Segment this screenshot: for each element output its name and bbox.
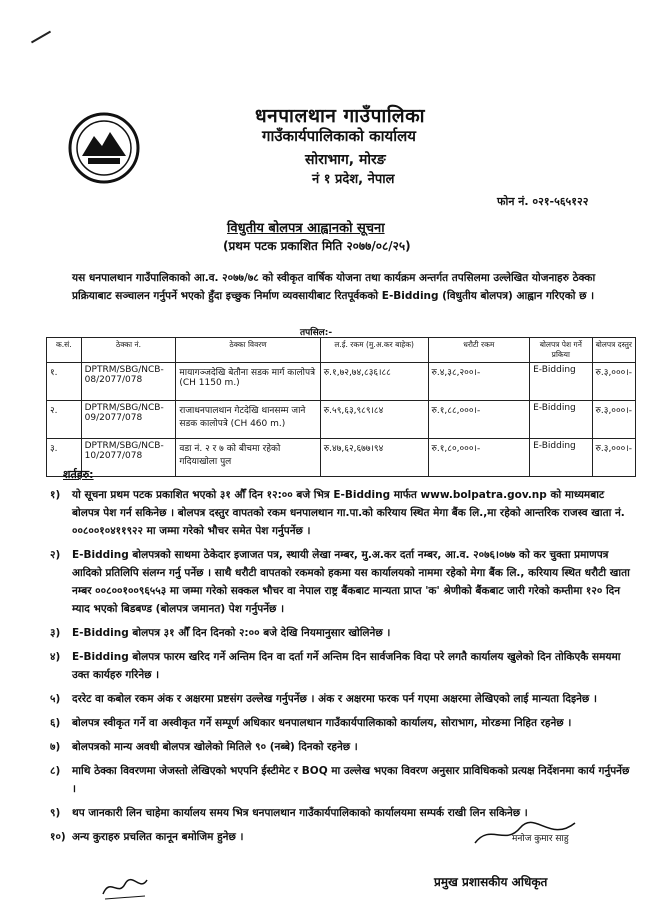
term-item bbox=[50, 738, 630, 756]
term-text: E-Bidding बोलपत्र ३१ औँ दिन दिनको २:०० बजे देखि नियमानुसार खोलिनेछ । bbox=[72, 627, 391, 639]
cell-contract-no: DPTRM/SBG/NCB-09/2077/078 bbox=[81, 401, 176, 439]
table-row bbox=[47, 439, 636, 477]
col-header: धरौटी रकम bbox=[428, 338, 530, 363]
term-number: १०) bbox=[50, 831, 66, 843]
term-item bbox=[50, 624, 630, 642]
term-number: २) bbox=[50, 549, 61, 561]
term-number: ३) bbox=[50, 627, 61, 639]
term-text: माथि ठेक्का विवरणमा जेजस्तो लेखिएको भएपनि ईस्टीमेट र BOQ मा उल्लेख भएका विवरण अनुसार प्राविधिकको प्रत्यक्ष निर्देशनमा कार्य गर्नुपर्नेछ । bbox=[72, 765, 630, 795]
col-header: बोलपत्र दस्तुर bbox=[592, 338, 635, 363]
office-location: सोराभाग, मोरङ bbox=[305, 152, 386, 168]
term-number: ७) bbox=[50, 741, 61, 753]
col-header: ठेक्का विवरण bbox=[176, 338, 320, 363]
cell-fee: रु.३,०००।- bbox=[592, 363, 635, 401]
cell-sn: १. bbox=[47, 363, 82, 401]
cell-process: E-Bidding bbox=[530, 401, 592, 439]
cell-deposit: रु.१,८८,०००।- bbox=[428, 401, 530, 439]
col-header: ल.ई. रकम (मु.अ.कर बाहेक) bbox=[320, 338, 428, 363]
cell-deposit: रु.१,८०,०००।- bbox=[428, 439, 530, 477]
term-number: १) bbox=[50, 489, 61, 501]
term-number: ६) bbox=[50, 717, 61, 729]
cell-estimate: रु.१,७२,७४,८३६।८८ bbox=[320, 363, 428, 401]
cell-contract-no: DPTRM/SBG/NCB-10/2077/078 bbox=[81, 439, 176, 477]
term-text: बोलपत्रको मान्य अवधी बोलपत्र खोलेको मितिले ९० (नब्बे) दिनको रहनेछ । bbox=[72, 741, 358, 753]
term-number: ४) bbox=[50, 651, 61, 663]
cell-process: E-Bidding bbox=[530, 439, 592, 477]
cell-process: E-Bidding bbox=[530, 363, 592, 401]
term-text: थप जानकारी लिन चाहेमा कार्यालय समय भित्र धनपालथान गाउँकार्यपालिकाको कार्यालयमा सम्पर्क राखी लिन सकिनेछ । bbox=[72, 807, 528, 819]
term-item bbox=[50, 762, 630, 798]
notice-subtitle: (प्रथम पटक प्रकाशित मिति २०७७/०८/२५) bbox=[223, 239, 411, 253]
terms-list bbox=[50, 486, 630, 852]
cell-fee: रु.३,०००।- bbox=[592, 439, 635, 477]
cell-estimate: रु.४७,६२,६७७।९४ bbox=[320, 439, 428, 477]
term-item bbox=[50, 714, 630, 732]
office-name: गाउँकार्यपालिकाको कार्यालय bbox=[262, 127, 417, 145]
term-number: ८) bbox=[50, 765, 61, 777]
term-item bbox=[50, 648, 630, 684]
cell-sn: ३. bbox=[47, 439, 82, 477]
term-item bbox=[50, 546, 630, 618]
terms-title: शर्तहरु: bbox=[63, 468, 94, 481]
term-number: ५) bbox=[50, 693, 61, 705]
pen-mark bbox=[31, 31, 51, 44]
tender-table bbox=[46, 337, 636, 477]
signatory-role: प्रमुख प्रशासकीय अधिकृत bbox=[434, 875, 548, 889]
term-item bbox=[50, 690, 630, 708]
table-row bbox=[47, 363, 636, 401]
term-text: बोलपत्र स्वीकृत गर्ने वा अस्वीकृत गर्ने सम्पूर्ण अधिकार धनपालथान गाउँकार्यपालिकाको कार्यालय, सोराभाग, मोरङमा निहित रहनेछ । bbox=[72, 717, 572, 729]
cell-contract-no: DPTRM/SBG/NCB-08/2077/078 bbox=[81, 363, 176, 401]
office-address: नं १ प्रदेश, नेपाल bbox=[312, 172, 395, 187]
term-text: अन्य कुराहरु प्रचलित कानून बमोजिम हुनेछ । bbox=[72, 831, 244, 843]
cell-description: राजाधनपालथान गेटदेखि थानसम्म जाने सडक कालोपत्रे (CH 460 m.) bbox=[176, 401, 320, 439]
term-text: दररेट वा कबोल रकम अंक र अक्षरमा प्रष्टसंग उल्लेख गर्नुपर्नेछ । अंक र अक्षरमा फरक पर्न गएमा अक्षरमा लेखिएको लाई मान्यता दिइनेछ । bbox=[72, 693, 597, 705]
cell-description: मायागञ्जदेखि बेतौना सडक मार्ग कालोपत्रे (CH 1150 m.) bbox=[176, 363, 320, 401]
cell-sn: २. bbox=[47, 401, 82, 439]
term-text: यो सूचना प्रथम पटक प्रकाशित भएको ३१ औँ दिन १२:०० बजे भित्र E-Bidding मार्फत www.bolpatra.gov.np को माध्यमबाट बोलपत्र पेश गर्न सकिनेछ । बोलपत्र दस्तुर वापतको रकम धनपालथान गा.पा.को करियाय स्थित मेगा बैंक लि.,मा रहेको आन्तरिक राजस्व खाता नं. ००८००१०४११९२२ मा जम्मा गरेको भौचर समेत पेश गर्नुपर्नेछ । bbox=[72, 489, 625, 537]
cell-estimate: रु.५९,६३,९८९।८४ bbox=[320, 401, 428, 439]
col-header: क.सं. bbox=[47, 338, 82, 363]
municipality-seal-icon bbox=[68, 112, 140, 184]
table-row bbox=[47, 401, 636, 439]
notice-intro: यस धनपालथान गाउँपालिकाको आ.व. २०७७/७८ को स्वीकृत वार्षिक योजना तथा कार्यक्रम अन्तर्गत तपसिलमा उल्लेखित योजनाहरु ठेक्का प्रक्रियाबाट सञ्चालन गर्नुपर्ने भएको हुँदा इच्छुक निर्माण व्यवसायीबाट रितपूर्वकको E-Bidding (विधुतीय बोलपत्र) आह्वान गरिएको छ । bbox=[72, 272, 596, 302]
initials-scribble-icon bbox=[100, 872, 150, 902]
term-number: ९) bbox=[50, 807, 61, 819]
term-text: E-Bidding बोलपत्र फारम खरिद गर्ने अन्तिम दिन वा दर्ता गर्ने अन्तिम दिन सार्वजनिक विदा परे लगतै कार्यालय खुलेको दिन तोकिएकै समयमा उक्त कार्यहरु गरिनेछ । bbox=[72, 651, 621, 681]
term-text: E-Bidding बोलपत्रको साथमा ठेकेदार इजाजत पत्र, स्थायी लेखा नम्बर, मु.अ.कर दर्ता नम्बर, आ.व. २०७६।०७७ को कर चुक्ता प्रमाणपत्र आदिको प्रतिलिपि संलग्न गर्नु पर्नेछ । साथै धरौटी वापतको रकमको हकमा यस कार्यालयको नाममा रहेको मेगा बैंक लि., करियाय स्थित धरौटी खाता नम्बर ००८००१००९६५५३ मा जम्मा गरेको सक्कल भौचर वा नेपाल राष्ट्र बैंकबाट मान्यता प्राप्त 'क' श्रेणीको बैंकबाट जारी गरेको कम्तीमा १२० दिन म्याद भएको बिडबण्ड (बोलपत्र जमानत) पेश गर्नुपर्नेछ । bbox=[72, 549, 630, 615]
cell-fee: रु.३,०००।- bbox=[592, 401, 635, 439]
term-item bbox=[50, 486, 630, 540]
signatory-name: मनोज कुमार साहु bbox=[512, 834, 569, 844]
col-header: ठेक्का नं. bbox=[81, 338, 176, 363]
phone-number: फोन नं. ०२१-५६५१२२ bbox=[497, 195, 589, 208]
notice-title: विधुतीय बोलपत्र आह्वानको सूचना bbox=[227, 221, 385, 236]
col-header: बोलपत्र पेश गर्ने प्रकिया bbox=[530, 338, 592, 363]
table-header-row bbox=[47, 338, 636, 363]
tapsil-label: तपसिल:- bbox=[300, 328, 333, 338]
municipality-name: धनपालथान गाउँपालिका bbox=[255, 105, 426, 127]
cell-description: वडा नं. २ र ७ को बीचमा रहेको गदियाखोला पुल bbox=[176, 439, 320, 477]
cell-deposit: रु.४,३८,२००।- bbox=[428, 363, 530, 401]
